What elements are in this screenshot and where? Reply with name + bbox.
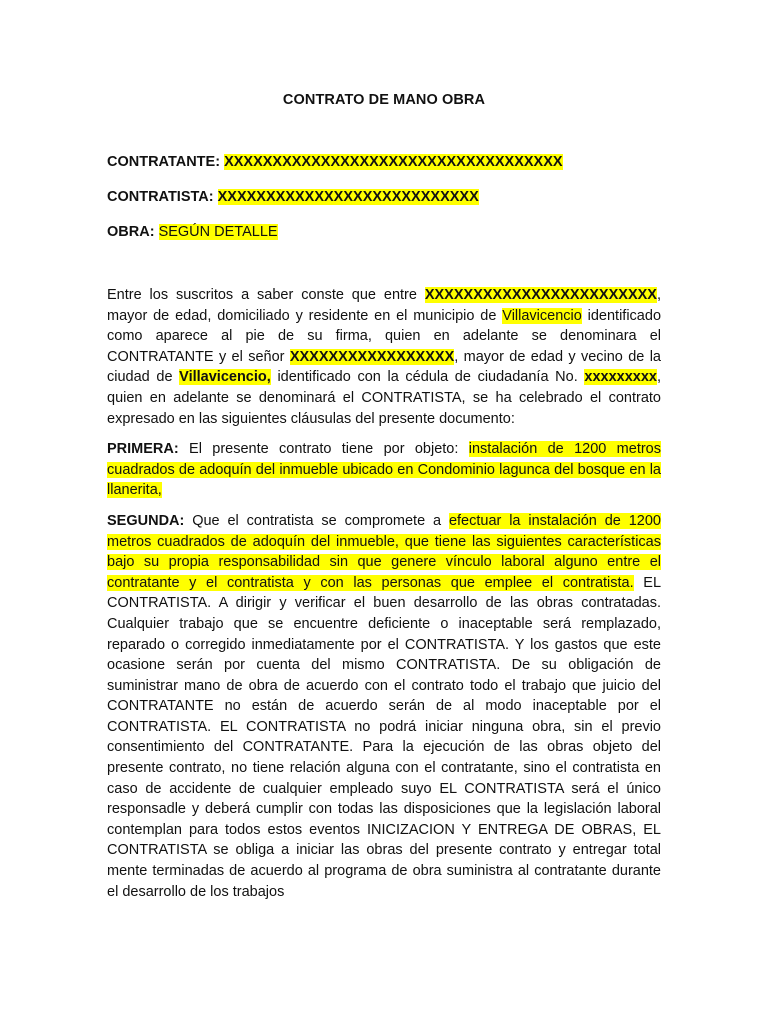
intro-text-2: , mayor de edad, domiciliado y residente en el municipio de bbox=[107, 287, 661, 324]
primera-objeto: instalación de 1200 metros cuadrados de adoquín del inmueble ubicado en Condominio lagunca del bosque en la llanerita, bbox=[107, 441, 661, 499]
intro-text-1: Entre los suscritos a saber conste que entre bbox=[107, 287, 425, 303]
primera-label: PRIMERA: bbox=[107, 441, 179, 458]
intro-text-4: , mayor de edad y vecino de la ciudad de bbox=[107, 348, 661, 386]
intro-text-3: identificado como aparece al pie de su firma, quien en adelante se denominara el CONTRATANTE y el señor bbox=[107, 307, 662, 365]
segunda-text-2: EL CONTRATISTA. A dirigir y verificar el buen desarrollo de las obras contratadas. Cualquier trabajo que se encuentre deficiente o inaceptable será remplazado, reparado o corregido inmediatamente por el CONTRATISTA. Y los gastos que este ocasione serán por cuenta del mismo CONTRATISTA. De su obligación de suministrar mano de obra de acuerdo con el contrato todo el trabajo que juicio del CONTRATANTE no están de acuerdo serán de al modo inaceptable por el CONTRATISTA. EL CONTRATISTA no podrá iniciar ninguna obra, sin el previo consentimiento del CONTRATANTE. Para la ejecución de las obras objeto del presente contrato, no tiene relación alguna con el contratante, sino el contratista en caso de accidente de cualquier empleado suyo EL CONTRATISTA será el único responsadle y deberá cumplir con todas las disposiciones que la legislación laboral contemplan para todos estos eventos INICIZACION Y ENTREGA DE OBRAS, EL CONTRATISTA se obliga a iniciar las obras del presente contrato y entregar total mente terminadas de acuerdo al programa de obra suministra al contratante durante el desarrollo de los trabajos bbox=[107, 574, 662, 900]
intro-city-1: Villavicencio bbox=[502, 307, 582, 324]
obra-field bbox=[107, 222, 661, 242]
intro-city-2: Villavicencio, bbox=[179, 369, 271, 386]
contratante-field bbox=[107, 152, 661, 172]
document-page bbox=[107, 92, 661, 912]
intro-name-1: XXXXXXXXXXXXXXXXXXXXXXXX bbox=[424, 287, 657, 303]
segunda-compromiso: efectuar la instalación de 1200 metros cuadrados de adoquín del inmueble, que tiene las siguientes características bajo su propia responsabilidad sin que genere vínculo laboral alguno entre el contratante y el contratista y con las personas que emplee el contratista. bbox=[107, 512, 661, 591]
intro-text-6: , quien en adelante se denominará el CONTRATISTA, se ha celebrado el contrato expresado en las siguientes cláusulas del presente documento: bbox=[107, 369, 662, 427]
obra-label: OBRA: bbox=[107, 224, 155, 240]
primera-clause bbox=[107, 439, 661, 501]
contratista-label: CONTRATISTA: bbox=[107, 189, 214, 205]
obra-value: SEGÚN DETALLE bbox=[158, 224, 278, 240]
document-title: CONTRATO DE MANO OBRA bbox=[282, 92, 486, 108]
contratante-label: CONTRATANTE: bbox=[107, 154, 221, 170]
segunda-text-1: Que el contratista se compromete a bbox=[184, 512, 449, 529]
primera-text-1: El presente contrato tiene por objeto: bbox=[178, 441, 469, 458]
intro-text-5: identificado con la cédula de ciudadanía No. bbox=[270, 369, 585, 386]
intro-name-2: XXXXXXXXXXXXXXXXX bbox=[289, 348, 455, 365]
contratante-value: XXXXXXXXXXXXXXXXXXXXXXXXXXXXXXXXXXX bbox=[224, 154, 563, 170]
segunda-label: SEGUNDA: bbox=[107, 512, 185, 529]
spacer bbox=[107, 257, 661, 285]
intro-cedula: xxxxxxxxx bbox=[584, 369, 657, 386]
contratista-value: XXXXXXXXXXXXXXXXXXXXXXXXXXX bbox=[217, 189, 479, 205]
segunda-clause bbox=[107, 511, 661, 902]
intro-paragraph bbox=[107, 285, 661, 429]
contratista-field bbox=[107, 187, 661, 207]
